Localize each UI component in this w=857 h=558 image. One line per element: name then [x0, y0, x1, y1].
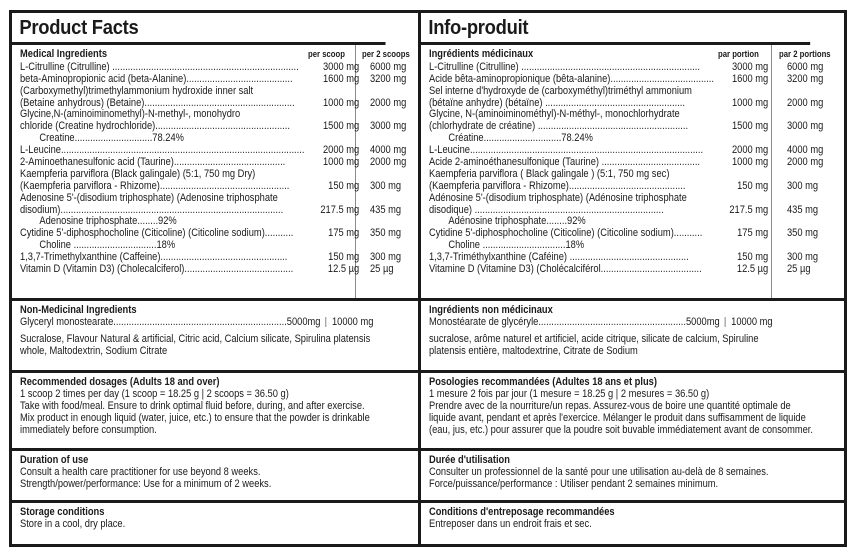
amount-per-2-servings: 3000 mg	[786, 120, 824, 133]
section-heading: Durée d'utilisation	[429, 454, 510, 466]
amount-per-2-servings: 350 mg	[369, 227, 402, 240]
storage-section	[421, 503, 844, 544]
ingredient-row	[429, 109, 849, 121]
ingredient-row	[429, 157, 849, 169]
ingredient-name: (bétaïne anhydre) (bétaïne) ......................................................	[429, 97, 685, 109]
amount-per-2-servings: 435 mg	[786, 203, 819, 216]
dosage-line: Mix product in enough liquid (water, juice, etc.) to ensure that the powder is drinkable	[20, 411, 370, 424]
ingredient-name: (Betaine anhydrous) (Betaine)..........................................................	[20, 97, 295, 109]
ingredient-name: Adénosine 5'-(disodium triphosphate) (Adénosine triphosphate	[429, 192, 687, 204]
ingredient-name: Choline ................................18%	[39, 240, 176, 252]
ingredient-name: Glycine, N-(aminoiminométhyl)-N-méthyl-, monochlorhydrate	[429, 109, 680, 121]
dosage-section	[421, 373, 844, 451]
section-heading: Duration of use	[20, 454, 89, 466]
ingredient-name: Glycine,N-(aminoiminomethyl)-N-methyl-, monohydro	[20, 109, 241, 121]
amount-per-2-servings: 25 µg	[786, 263, 811, 276]
section-heading: Non-Medicinal Ingredients	[20, 304, 137, 316]
ingredient-row	[429, 252, 849, 264]
ingredient-row	[429, 181, 849, 193]
dosage-line: immediately before consumption.	[20, 423, 157, 436]
amount-per-serving: 175 mg	[328, 227, 360, 240]
section-heading: Conditions d'entreposage recommandées	[429, 506, 615, 518]
item-per-2-scoops: 10000 mg	[331, 315, 374, 328]
amount-per-2-servings: 300 mg	[369, 251, 402, 264]
ingredient-name: 1,3,7-Triméthylxanthine (Caféine) ..............................................	[429, 252, 689, 264]
ingredient-row	[429, 205, 849, 217]
amount-per-serving: 217.5 mg	[729, 203, 769, 216]
ingredient-name: Vitamine D (Vitamine D3) (Cholécalciférol.......................................	[429, 264, 702, 276]
amount-per-2-servings: 25 µg	[369, 263, 394, 276]
column-header-par-2-portions: par 2 portions	[779, 49, 831, 59]
item-name: Monostéarate de glycéryle.........................................................	[429, 315, 686, 328]
section-heading: Recommended dosages (Adults 18 and over)	[20, 376, 220, 388]
amount-per-serving: 12.5 µg	[736, 263, 769, 276]
ingredient-row	[20, 86, 432, 98]
amount-per-serving: 1500 mg	[322, 120, 360, 133]
amount-per-serving: 12.5 µg	[327, 263, 360, 276]
other-ingredients-line: Sucralose, Flavour Natural & artificial, Citric acid, Calcium silicate, Spirulina platensis	[20, 332, 371, 345]
amount-per-serving: 1500 mg	[731, 120, 769, 133]
ingredient-name: L-Leucine..........................................................................................	[429, 145, 704, 157]
storage-section	[12, 503, 418, 544]
amount-per-2-servings: 2000 mg	[369, 156, 407, 169]
ingredient-name: Adenosine 5'-(disodium triphosphate) (Adenosine triphosphate	[20, 192, 278, 204]
ingredient-row	[429, 169, 849, 181]
ingredient-name: (Kaempferia parviflora - Rhizome).............................................	[429, 180, 686, 192]
amount-per-2-servings: 4000 mg	[369, 144, 407, 157]
ingredient-row	[429, 74, 849, 86]
amount-per-2-servings: 6000 mg	[369, 60, 407, 73]
ingredient-row	[20, 74, 432, 86]
dosage-line: 1 scoop 2 times per day (1 scoop = 18.25 g | 2 scoops = 36.50 g)	[20, 387, 289, 400]
section-heading: Posologies recommandées (Adultes 18 ans et plus)	[429, 376, 657, 388]
column-header-per-scoop: per scoop	[308, 49, 346, 59]
ingredient-name: Kaempferia parviflora (Black galingale) (5:1, 750 mg Dry)	[20, 168, 256, 180]
ingredient-row	[429, 62, 849, 74]
dosage-line: Prendre avec de la nourriture/un repas. Assurez-vous de boire une quantité optimale de	[429, 399, 791, 412]
section-heading: Ingrédients non médicinaux	[429, 304, 553, 316]
amount-per-serving: 3000 mg	[731, 60, 769, 73]
ingredient-row	[429, 121, 849, 133]
panel-title: Info-produit	[421, 13, 810, 45]
duration-line: Consult a health care practitioner for use beyond 8 weeks.	[20, 465, 261, 478]
amount-per-serving: 175 mg	[737, 227, 769, 240]
other-ingredients-line: whole, Maltodextrin, Sodium Citrate	[20, 344, 168, 357]
amount-per-2-servings: 3000 mg	[369, 120, 407, 133]
section-heading: Storage conditions	[20, 506, 105, 518]
duration-section	[421, 451, 844, 503]
ingredient-row	[429, 193, 849, 205]
amount-per-2-servings: 2000 mg	[786, 96, 824, 109]
ingredient-name: Cytidine 5'-diphosphocholine (Citicoline) (Citicoline sodium)...........	[429, 228, 703, 240]
product-facts-panel	[9, 10, 421, 547]
ingredient-name: Cytidine 5'-diphosphocholine (Citicoline) (Citicoline sodium)...........	[20, 228, 294, 240]
ingredient-name: L-Citrulline (Citrulline) .....................................................................	[429, 61, 700, 73]
duration-line: Force/puissance/performance : Utiliser pendant 2 semaines minimum.	[429, 477, 719, 490]
amount-per-2-servings: 2000 mg	[786, 156, 824, 169]
separator	[326, 317, 327, 327]
amount-per-2-servings: 435 mg	[369, 203, 402, 216]
amount-per-serving: 1000 mg	[731, 156, 769, 169]
amount-per-serving: 150 mg	[737, 179, 769, 192]
ingredient-name: disodium)......................................................................................	[20, 204, 284, 216]
amount-per-serving: 1000 mg	[322, 96, 360, 109]
other-ingredients-line: platensis entière, maltodextrine, Citrate de Sodium	[429, 344, 638, 357]
ingredient-name: Créatine..............................78.24%	[448, 133, 593, 145]
amount-per-2-servings: 2000 mg	[369, 96, 407, 109]
amount-per-2-servings: 3200 mg	[786, 72, 824, 85]
item-name: Glyceryl monostearate...................................................................	[20, 315, 287, 328]
non-medicinal-section	[12, 301, 418, 373]
ingredient-name: Kaempferia parviflora ( Black galingale ) (5:1, 750 mg sec)	[429, 168, 670, 180]
ingredient-row	[20, 193, 432, 205]
ingredient-row	[20, 264, 432, 276]
medical-ingredients-section	[12, 45, 418, 301]
item-par-portion: 5000mg	[685, 315, 720, 328]
duration-section	[12, 451, 418, 503]
ingredient-name: Acide bêta-aminopropionique (bêta-alanine)........................................	[429, 73, 714, 85]
nonmedicinal-item	[20, 315, 374, 331]
ingredient-row	[20, 205, 432, 217]
ingredient-name: (Carboxymethyl)trimethylammonium hydroxide inner salt	[20, 85, 254, 97]
ingredient-name: (chlorhydrate de créatine) ..........................................................	[429, 121, 689, 133]
amount-per-serving: 1600 mg	[322, 72, 360, 85]
amount-per-serving: 150 mg	[737, 251, 769, 264]
dosage-line: liquide avant, pendant et après l'exercice. Mélanger le produit dans suffisamment de liquide	[429, 411, 806, 424]
non-medicinal-section	[421, 301, 844, 373]
amount-per-serving: 2000 mg	[731, 144, 769, 157]
column-header-per-2-scoops: per 2 scoops	[362, 49, 410, 59]
amount-per-2-servings: 300 mg	[786, 179, 819, 192]
ingredient-row	[429, 145, 849, 157]
ingredient-name: Sel interne d'hydroxyde de (carboxyméthyl)triméthyl ammonium	[429, 85, 692, 97]
amount-per-serving: 150 mg	[328, 251, 360, 264]
amount-per-serving: 1000 mg	[731, 96, 769, 109]
ingredient-row	[429, 216, 849, 228]
amount-per-serving: 2000 mg	[322, 144, 360, 157]
amount-per-2-servings: 4000 mg	[786, 144, 824, 157]
ingredient-name: 2-Aminoethanesulfonic acid (Taurine)...........................................	[20, 157, 286, 169]
storage-line: Store in a cool, dry place.	[20, 517, 126, 530]
amount-per-2-servings: 300 mg	[369, 179, 402, 192]
ingredient-name: beta-Aminopropionic acid (beta-Alanine).........................................	[20, 73, 293, 85]
ingredient-name: disodique) .........................................................................	[429, 204, 664, 216]
ingredient-row	[20, 98, 432, 110]
storage-line: Entreposer dans un endroit frais et sec.	[429, 517, 592, 530]
column-header-par-portion: par portion	[718, 49, 759, 59]
amount-per-2-servings: 6000 mg	[786, 60, 824, 73]
dosage-line: Take with food/meal. Ensure to drink optimal fluid before, during, and after exercise.	[20, 399, 365, 412]
ingredient-row	[429, 86, 849, 98]
amount-per-2-servings: 300 mg	[786, 251, 819, 264]
ingredient-name: chloride (Creatine hydrochloride)....................................................	[20, 121, 290, 133]
ingredient-name: Acide 2-aminoéthanesulfonique (Taurine) ......................................	[429, 157, 700, 169]
ingredient-row	[20, 157, 432, 169]
amount-per-serving: 150 mg	[328, 179, 360, 192]
ingredient-rows	[20, 62, 432, 276]
amount-per-serving: 1000 mg	[322, 156, 360, 169]
duration-line: Strength/power/performance: Use for a minimum of 2 weeks.	[20, 477, 272, 490]
ingredient-row	[429, 264, 849, 276]
info-produit-panel	[418, 10, 847, 547]
ingredient-name: Vitamin D (Vitamin D3) (Cholecalciferol)..........................................	[20, 264, 294, 276]
dosage-section	[12, 373, 418, 451]
section-heading: Medical Ingredients	[20, 48, 108, 60]
item-per-scoop: 5000mg	[286, 315, 321, 328]
ingredient-row	[429, 240, 849, 252]
ingredient-row	[429, 228, 849, 240]
ingredient-row	[20, 181, 432, 193]
dosage-line: 1 mesure 2 fois par jour (1 mesure = 18.25 g | 2 mesures = 36.50 g)	[429, 387, 710, 400]
separator	[725, 317, 726, 327]
ingredient-row	[20, 121, 432, 133]
ingredient-row	[429, 133, 849, 145]
amount-per-serving: 1600 mg	[731, 72, 769, 85]
ingredient-rows	[429, 62, 849, 276]
ingredient-row	[429, 98, 849, 110]
amount-per-2-servings: 3200 mg	[369, 72, 407, 85]
amount-per-serving: 217.5 mg	[320, 203, 360, 216]
section-heading: Ingrédients médicinaux	[429, 48, 534, 60]
ingredient-name: Adénosine triphosphate........92%	[448, 216, 586, 228]
ingredient-name: Creatine..............................78.24%	[39, 133, 184, 145]
ingredient-row	[20, 228, 432, 240]
ingredient-name: Adenosine triphosphate........92%	[39, 216, 177, 228]
item-par-2-portions: 10000 mg	[731, 315, 773, 328]
dosage-line: (eau, jus, etc.) pour assurer que la poudre soit buvable immédiatement avant de consommer.	[429, 423, 813, 436]
ingredient-name: L-Citrulline (Citrulline) ........................................................................	[20, 61, 299, 73]
nonmedicinal-item	[429, 317, 787, 331]
ingredient-name: (Kaempferia parviflora - Rhizome)..................................................	[20, 180, 290, 192]
duration-line: Consulter un professionnel de la santé pour une utilisation au-delà de 8 semaines.	[429, 465, 769, 478]
medical-ingredients-section	[421, 45, 844, 301]
ingredient-name: 1,3,7-Trimethylxanthine (Caffeine).................................................	[20, 252, 288, 264]
other-ingredients-line: sucralose, arôme naturel et artificiel, acide citrique, silicate de calcium, Spiruline	[429, 332, 759, 345]
ingredient-name: Choline ................................18%	[448, 240, 585, 252]
panel-title: Product Facts	[12, 13, 386, 45]
amount-per-serving: 3000 mg	[322, 60, 360, 73]
ingredient-name: L-Leucine..............................................................................................	[20, 145, 305, 157]
amount-per-2-servings: 350 mg	[786, 227, 819, 240]
